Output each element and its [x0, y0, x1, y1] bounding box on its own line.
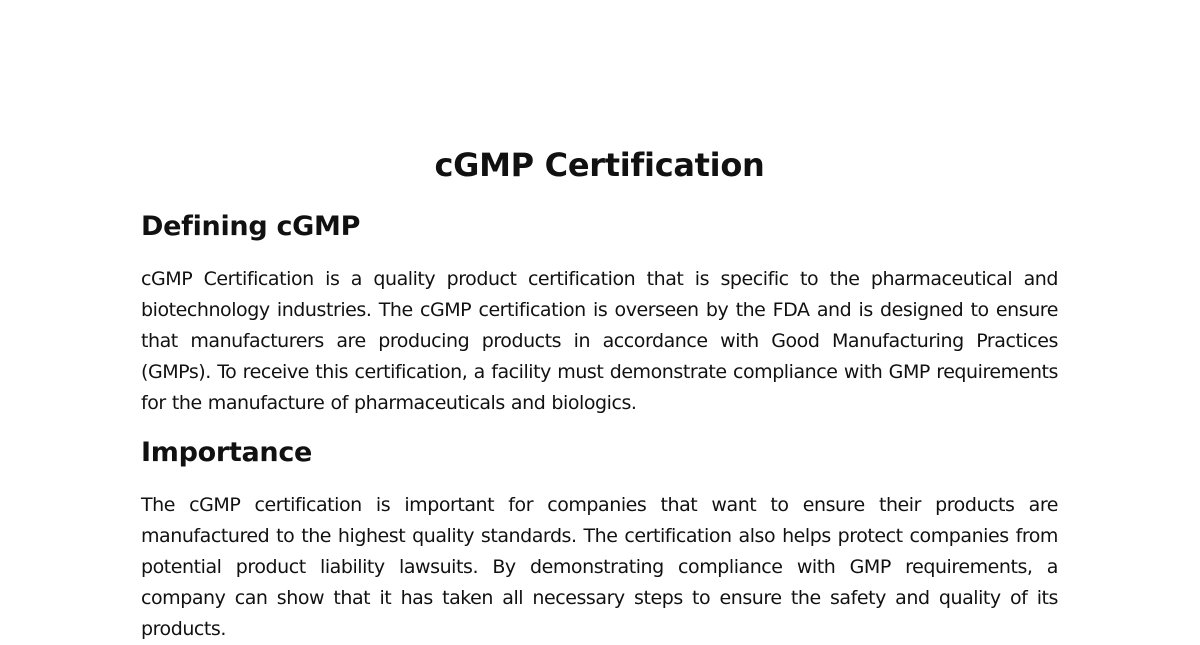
section-paragraph-importance: The cGMP certification is important for companies that want to ensure their products are manufactured to the highest quality standards. The certification also helps protect companies from potential product liability lawsuits. By demonstrating compliance with GMP requirements, a company can show that it has taken all necessary steps to ensure the safety and quality of its products.: [141, 494, 1058, 640]
document-title: cGMP Certification: [434, 146, 765, 184]
document-content: [141, 143, 1058, 645]
section-heading-importance: Importance: [141, 437, 313, 468]
section-heading-defining-cgmp: Defining cGMP: [141, 211, 361, 242]
section-paragraph-defining-cgmp: cGMP Certification is a quality product certification that is specific to the pharmaceutical and biotechnology industries. The cGMP certification is overseen by the FDA and is designed to ensure that manufacturers are producing products in accordance with Good Manufacturing Practices (GMPs). To receive this certification, a facility must demonstrate compliance with GMP requirements for the manufacture of pharmaceuticals and biologics.: [141, 268, 1058, 414]
